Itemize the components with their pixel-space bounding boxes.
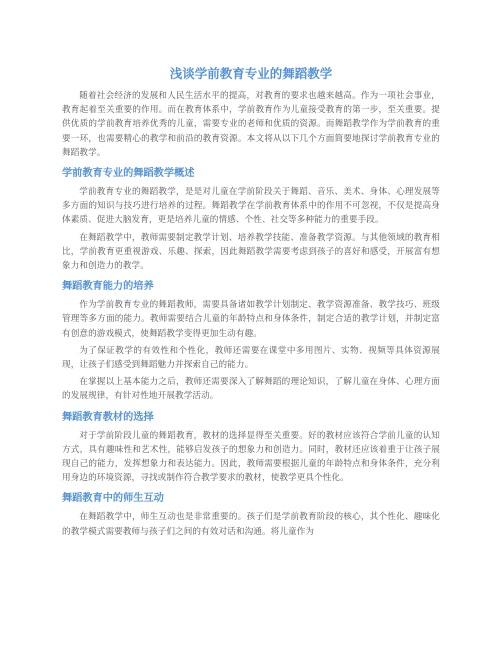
paragraph: 在舞蹈教学中，师生互动也是非常重要的。孩子们是学前教育阶段的核心，其个性化、趣味化的教学模式需要教师与孩子们之间的有效对话和沟通。将儿童作为 [62, 512, 440, 537]
section-heading-materials: 舞蹈教育教材的选择 [62, 411, 154, 423]
paragraph: 为了保证教学的有效性和个性化，教师还需要在课堂中多用图片、实物、视频等具体资源展现，让孩子们感受到舞蹈魅力并探索自己的能力。 [62, 345, 440, 371]
paragraph: 作为学前教育专业的舞蹈教师，需要具备诸如教学计划制定、教学资源准备、教学技巧、班级管理等多方面的能力。教师需要结合儿童的年龄特点和身体条件，制定合适的教学计划，并制定富有创意的游戏模式，使舞蹈教学变得更加生动有趣。 [62, 300, 440, 339]
paragraph: 在掌握以上基本能力之后，教师还需要深入了解舞蹈的理论知识，了解儿童在身体、心理方面的发展规律，有针对性地开展教学活动。 [62, 377, 440, 402]
paragraph: 学前教育专业的舞蹈教学，是是对儿童在学前阶段关于舞蹈、音乐、美术、身体、心理发展等多方面的知识与技巧进行培养的过程。舞蹈教学在学前教育体系中的作用不可忽视，不仅是提高身体素质、促进大脑发育，更是培养儿童的情感、个性、社交等多种能力的重要手段。 [62, 187, 440, 226]
paragraph: 对于学前阶段儿童的舞蹈教育，教材的选择显得至关重要。好的教材应该符合学前儿童的认知方式，具有趣味性和艺术性，能够启发孩子的想象力和创造力。同时，教材还应该着重于让孩子展现自己的能力，发挥想象力和表达能力。因此，教师需要根据儿童的年龄特点和身体条件，充分利用身边的环境资源，寻找或制作符合教学要求的教材，使教学更具个性化。 [62, 430, 440, 484]
intro-paragraph: 随着社会经济的发展和人民生活水平的提高，对教育的要求也越来越高。作为一项社会事业，教育起着至关重要的作用。而在教育体系中，学前教育作为儿童接受教育的第一步，至关重要。提供优质的学前教育培养优秀的儿童，需要专业的老师和优质的资源。而舞蹈教学作为学前教育的重要一环，也需要精心的教学和前沿的教育资源。本文将从以下几个方面简要地探讨学前教育专业的舞蹈教学。 [62, 91, 440, 158]
paragraph: 在舞蹈教学中，教师需要制定教学计划、培养教学技能、准备教学资源。与其他领域的教育相比，学前教育更重视游戏、乐趣、探索，因此舞蹈教学需要考虑到孩子的喜好和感受，开展富有想象力和创造力的教学。 [62, 232, 440, 272]
document-title: 浅谈学前教育专业的舞蹈教学 [169, 66, 333, 81]
section-heading-ability: 舞蹈教育能力的培养 [62, 281, 154, 293]
section-heading-overview: 学前教育专业的舞蹈教学概述 [62, 168, 195, 180]
section-heading-interaction: 舞蹈教育中的师生互动 [62, 493, 164, 505]
